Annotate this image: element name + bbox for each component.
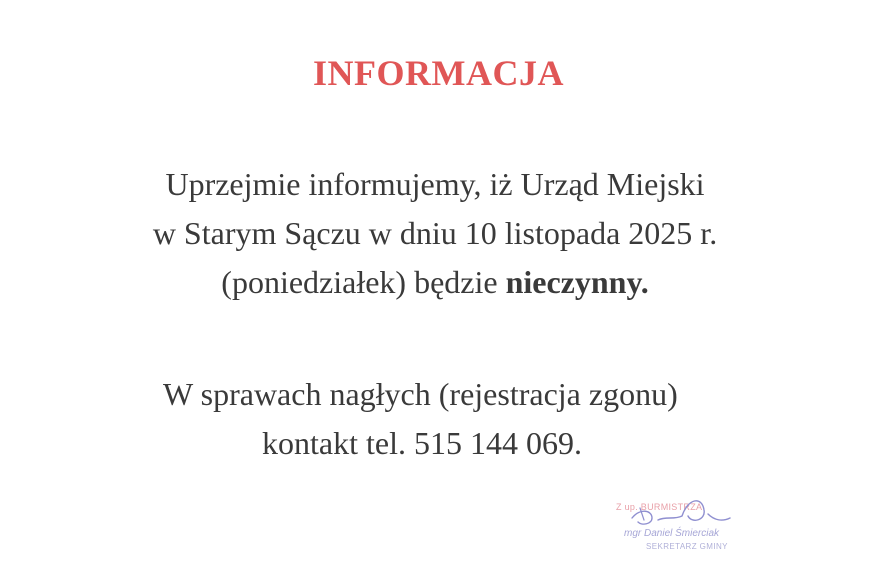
notice-line-2: w Starym Sączu w dniu 10 listopada 2025 r.: [152, 215, 718, 251]
notice-line-3-text: (poniedziałek) będzie: [221, 264, 506, 300]
emergency-line-1: W sprawach nagłych (rejestracja zgonu): [163, 376, 678, 412]
emergency-line-2: kontakt tel. 515 144 069.: [262, 425, 582, 461]
document-title: INFORMACJA: [313, 53, 564, 93]
closure-notice: [0, 160, 870, 307]
notice-line-3: [0, 258, 870, 307]
stamp-role: SEKRETARZ GMINY: [646, 542, 728, 551]
notice-line-1: Uprzejmie informujemy, iż Urząd Miejski: [165, 166, 705, 202]
official-stamp: [612, 494, 762, 558]
stamp-header: Z up. BURMISTRZA: [616, 502, 703, 512]
stamp-name: mgr Daniel Śmierciak: [624, 528, 720, 539]
closed-word: nieczynny.: [505, 264, 649, 300]
